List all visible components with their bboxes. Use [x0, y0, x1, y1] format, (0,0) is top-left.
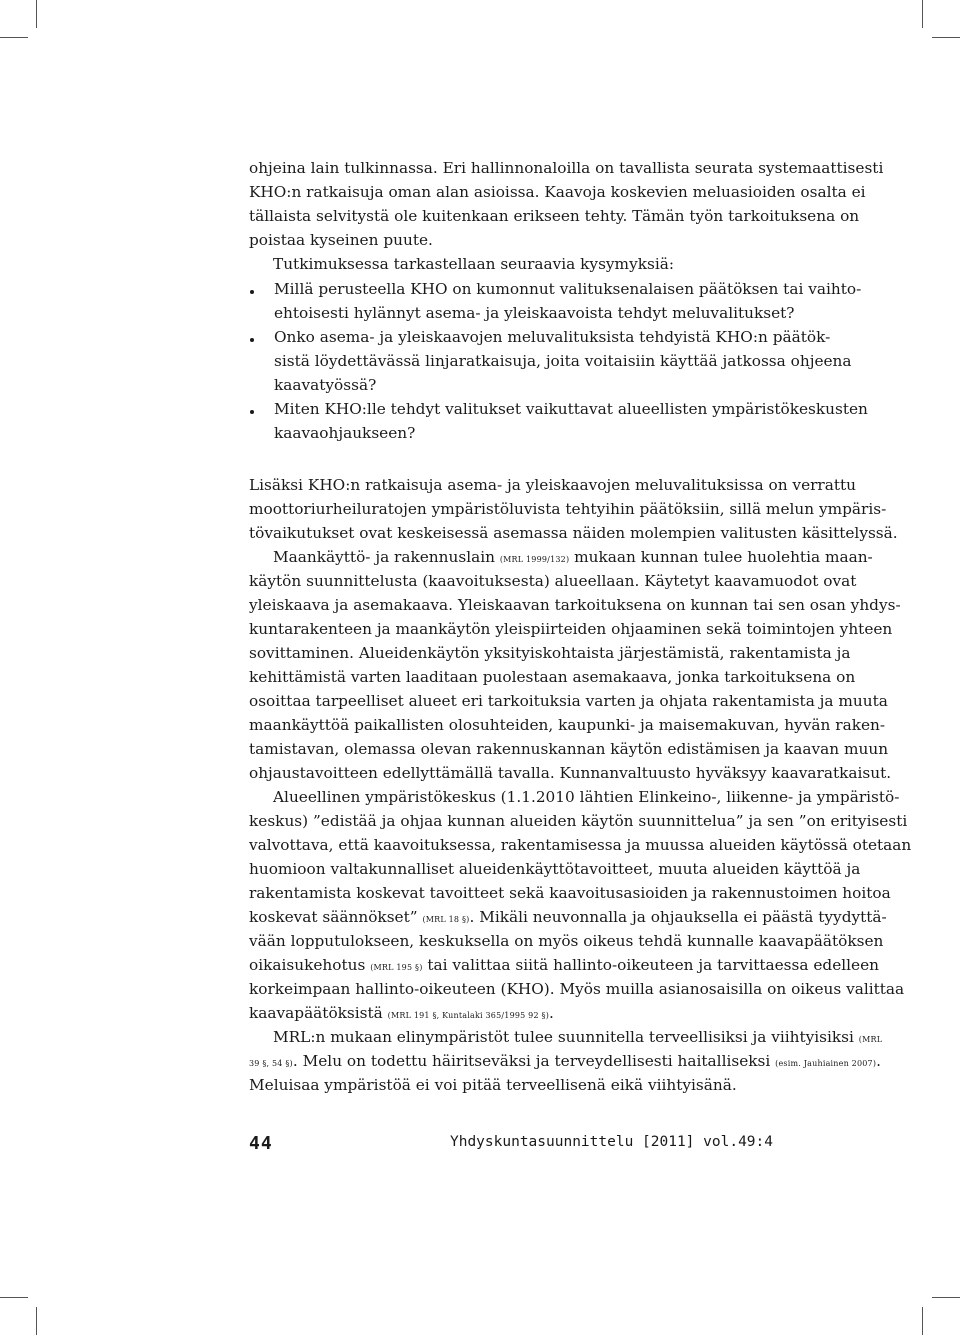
law-reference: (MRL 191 §, Kuntalaki 365/1995 92 §): [387, 1011, 550, 1020]
text-line: korkeimpaan hallinto-oikeuteen (KHO). Myös muilla asianosaisilla on oikeus valittaa: [249, 980, 905, 998]
bullet-icon: [250, 338, 254, 342]
list-item-text: Millä perusteella KHO on kumonnut valituksenalaisen päätöksen tai vaihto-: [274, 280, 862, 298]
text-run: oikaisukehotus: [249, 956, 371, 974]
crop-mark: [932, 37, 960, 38]
list-item-text: kaavaohjaukseen?: [274, 424, 416, 442]
text-line: huomioon valtakunnalliset alueidenkäyttötavoitteet, muuta alueiden käyttöä ja: [249, 860, 861, 878]
text-line: tamistavan, olemassa olevan rakennuskannan käytön edistämisen ja kaavan muun: [249, 740, 889, 758]
text-line: ohjeina lain tulkinnassa. Eri hallinnonaloilla on tavallista seurata systemaattisesti: [249, 159, 884, 177]
text-line: Meluisaa ympäristöä ei voi pitää terveellisenä eikä viihtyisänä.: [249, 1076, 737, 1094]
text-line: [249, 1003, 824, 1023]
crop-mark: [922, 0, 923, 28]
text-run: kaavapäätöksistä: [249, 1004, 388, 1022]
text-line: osoittaa tarpeelliset alueet eri tarkoituksia varten ja ohjata rakentamista ja muuta: [249, 692, 888, 710]
text-run: koskevat säännökset”: [249, 908, 423, 926]
list-item-text: sistä löydettävässä linjaratkaisuja, joita voitaisiin käyttää jatkossa ohjeena: [274, 352, 852, 370]
text-line: [273, 547, 873, 567]
text-run: . Mikäli neuvonnalla ja ohjauksella ei päästä tyydyttä-: [469, 908, 887, 926]
law-reference: (MRL 195 §): [370, 963, 423, 972]
crop-mark: [36, 1307, 37, 1335]
law-reference: (MRL 18 §): [422, 915, 470, 924]
text-line: [249, 1051, 882, 1071]
bullet-icon: [250, 410, 254, 414]
text-line: Alueellinen ympäristökeskus (1.1.2010 lähtien Elinkeino-, liikenne- ja ympäristö-: [273, 788, 900, 806]
text-line: moottoriurheiluratojen ympäristöluvista tehtyihin päätöksiin, sillä melun ympäris-: [249, 500, 887, 518]
crop-mark: [932, 1297, 960, 1298]
text-line: tövaikutukset ovat keskeisessä asemassa näiden molempien valitusten käsittelyssä.: [249, 524, 898, 542]
journal-title: Yhdyskuntasuunnittelu [2011] vol.49:4: [449, 1134, 773, 1150]
text-line: sovittaminen. Alueidenkäytön yksityiskohtaista järjestämistä, rakentamista ja: [249, 644, 851, 662]
law-reference: 39 §, 54 §): [249, 1059, 293, 1068]
text-line: rakentamista koskevat tavoitteet sekä kaavoitusasioiden ja rakennustoimen hoitoa: [249, 884, 891, 902]
text-line: KHO:n ratkaisuja oman alan asioissa. Kaavoja koskevien meluasioiden osalta ei: [249, 183, 866, 201]
text-run: tai valittaa siitä hallinto-oikeuteen ja tarvittaessa edelleen: [422, 956, 880, 974]
crop-mark: [922, 1307, 923, 1335]
text-line: keskus) ”edistää ja ohjaa kunnan alueiden käytön suunnittelua” ja sen ”on erityisesti: [249, 812, 908, 830]
text-line: tällaista selvitystä ole kuitenkaan erikseen tehty. Tämän työn tarkoituksena on: [249, 207, 860, 225]
text-line: yleiskaava ja asemakaava. Yleiskaavan tarkoituksena on kunnan tai sen osan yhdys-: [249, 596, 901, 614]
list-item-text: Onko asema- ja yleiskaavojen meluvalituksista tehdyistä KHO:n päätök-: [274, 328, 831, 346]
text-line: [273, 1027, 883, 1047]
bullet-icon: [250, 290, 254, 294]
text-line: Lisäksi KHO:n ratkaisuja asema- ja yleiskaavojen meluvalituksissa on verrattu: [249, 476, 857, 494]
text-line: kuntarakenteen ja maankäytön yleispiirteiden ohjaaminen sekä toimintojen yhteen: [249, 620, 893, 638]
citation: (esim. Jauhiainen 2007): [775, 1059, 877, 1068]
text-run: .: [876, 1052, 882, 1070]
text-run: MRL:n mukaan elinympäristöt tulee suunnitella terveellisiksi ja viihtyisiksi: [273, 1028, 859, 1046]
list-item-text: Miten KHO:lle tehdyt valitukset vaikuttavat alueellisten ympäristökeskusten: [274, 400, 868, 418]
law-reference: (MRL 1999/132): [499, 555, 570, 564]
crop-mark: [36, 0, 37, 28]
text-line: [249, 955, 880, 975]
crop-mark: [0, 37, 28, 38]
text-run: mukaan kunnan tulee huolehtia maan-: [569, 548, 873, 566]
text-line: poistaa kyseinen puute.: [249, 231, 433, 249]
text-line: kehittämistä varten laaditaan puolestaan asemakaava, jonka tarkoituksena on: [249, 668, 856, 686]
text-line: ohjaustavoitteen edellyttämällä tavalla. Kunnanvaltuusto hyväksyy kaavaratkaisut.: [249, 764, 892, 782]
text-line: käytön suunnittelusta (kaavoituksesta) alueellaan. Käytetyt kaavamuodot ovat: [249, 572, 857, 590]
text-line: vään lopputulokseen, keskuksella on myös oikeus tehdä kunnalle kaavapäätöksen: [249, 932, 884, 950]
list-item-text: ehtoisesti hylännyt asema- ja yleiskaavoista tehdyt meluvalitukset?: [274, 304, 795, 322]
text-line: maankäyttöä paikallisten olosuhteiden, kaupunki- ja maisemakuvan, hyvän raken-: [249, 716, 886, 734]
text-line: Tutkimuksessa tarkastellaan seuraavia kysymyksiä:: [273, 255, 674, 273]
law-reference: (MRL: [858, 1035, 883, 1044]
text-line: valvottava, että kaavoituksessa, rakentamisessa ja muussa alueiden käytössä otetaan: [249, 836, 912, 854]
text-run: Maankäyttö- ja rakennuslain: [273, 548, 500, 566]
list-item-text: kaavatyössä?: [274, 376, 377, 394]
text-line: [249, 907, 887, 927]
text-run: .: [549, 1004, 554, 1022]
crop-mark: [0, 1297, 28, 1298]
text-run: . Melu on todettu häiritseväksi ja terveydellisesti haitalliseksi: [292, 1052, 776, 1070]
page-number: 44: [249, 1133, 273, 1154]
